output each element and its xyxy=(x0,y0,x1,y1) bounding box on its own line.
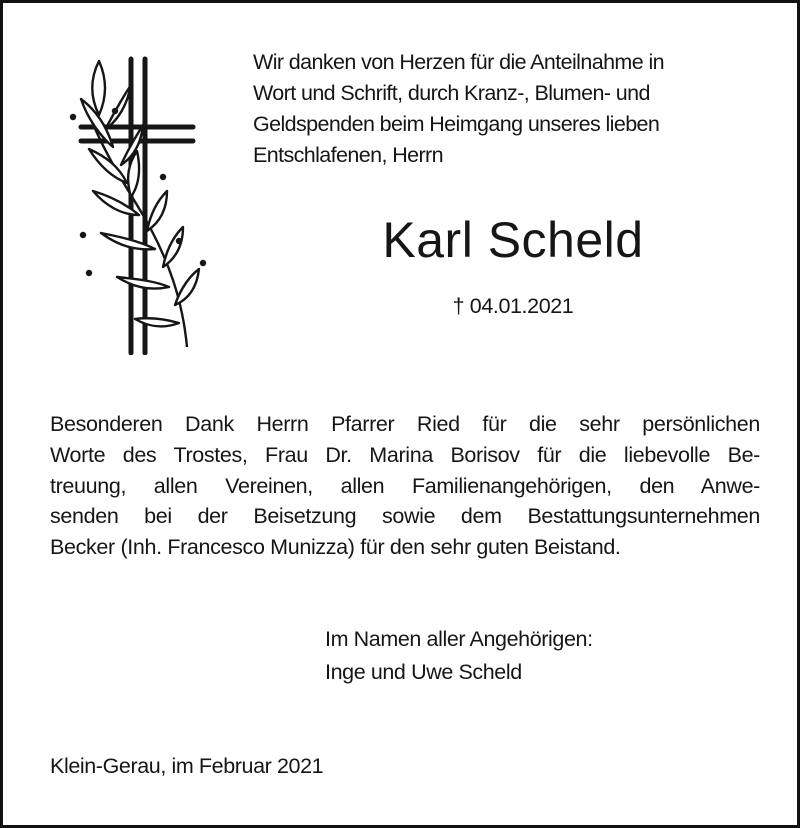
thanks-line: Besonderen Dank Herrn Pfarrer Ried für die sehr persönlichen xyxy=(50,412,760,436)
signature-line: Inge und Uwe Scheld xyxy=(325,660,522,684)
intro-text xyxy=(253,47,743,171)
thanks-paragraph xyxy=(50,409,760,563)
deceased-name: Karl Scheld xyxy=(382,212,644,268)
intro-line: Geldspenden beim Heimgang unseres lieben xyxy=(253,112,660,136)
thanks-line: senden bei der Beisetzung sowie dem Bestattungsunternehmen xyxy=(50,504,760,529)
death-date: † 04.01.2021 xyxy=(452,294,574,318)
place-and-date: Klein-Gerau, im Februar 2021 xyxy=(50,754,324,778)
thanks-line: treuung, allen Vereinen, allen Familienangehörigen, den Anwe- xyxy=(50,473,760,498)
cross-with-palm-branch-icon xyxy=(59,55,219,355)
signature xyxy=(325,623,745,689)
thanks-line: Becker (Inh. Francesco Munizza) für den sehr guten Beistand. xyxy=(50,535,621,560)
signature-line: Im Namen aller Angehörigen: xyxy=(325,627,593,651)
thanks-line: Worte des Trostes, Frau Dr. Marina Borisov für die liebevolle Be- xyxy=(50,442,760,467)
intro-line: Wir danken von Herzen für die Anteilnahme in xyxy=(253,50,665,74)
intro-line: Entschlafenen, Herrn xyxy=(253,143,443,167)
intro-line: Wort und Schrift, durch Kranz-, Blumen- und xyxy=(253,81,650,105)
